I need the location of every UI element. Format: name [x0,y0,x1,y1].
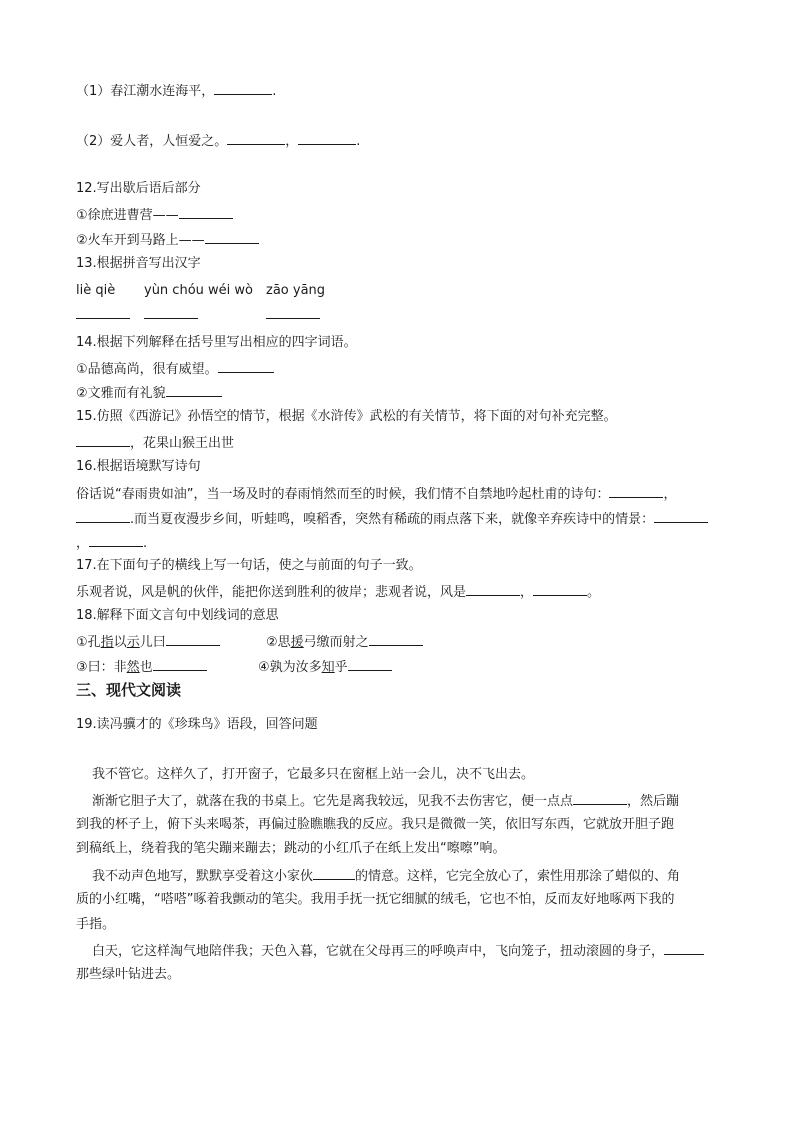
punct: ， [76,536,90,551]
q18-row1 [76,633,496,649]
pinyin: zāo yāng [266,283,326,298]
answer-blank[interactable] [144,306,198,319]
q13-pinyin-row [76,283,376,299]
punct: . [356,134,361,149]
answer-blank[interactable] [313,867,355,880]
answer-blank[interactable] [179,206,233,219]
q15-line [76,434,234,452]
passage-text: 的情意。这样，它完全放心了，索性用那涂了蜡似的、角 [355,869,681,884]
answer-blank[interactable] [153,658,207,671]
q18-text: 乎 [334,660,348,675]
section-heading: 三、现代文阅读 [76,681,182,699]
underlined-word: 指 [100,635,114,650]
q18-title: 18.解释下面文言句中划线词的意思 [76,608,279,623]
q12-text: ①徐庶进曹营—— [76,208,179,223]
q11-text: （1）春江潮水连海平， [76,84,215,99]
q18-item-c [76,658,207,676]
passage-p4-line2: 那些绿叶钻进去。 [76,967,181,982]
punct: . [272,84,277,99]
answer-blank[interactable] [166,633,220,646]
answer-blank[interactable] [298,132,356,145]
punct: ， [520,585,534,600]
punct: ， [663,487,677,502]
pinyin: yùn chóu wéi wò [144,283,253,298]
q18-item-b [266,633,423,651]
answer-blank[interactable] [369,633,423,646]
q17-text: 乐观者说，风是帆的伙伴，能把你送到胜利的彼岸；悲观者说，风是 [76,585,467,600]
passage-p3-line2: 质的小红嘴，“嗒嗒”啄着我颤动的笔尖。我用手抚一抚它细腻的绒毛，它也不怕，反而友好地啄两下我的 [76,892,675,907]
passage-text: ，然后蹦 [627,794,680,809]
q14-item-a [76,360,274,378]
q12-item-b [76,231,259,249]
q12-title: 12.写出歇后语后部分 [76,181,201,196]
punct: 。 [587,585,601,600]
passage-p3-line3: 手指。 [76,917,116,932]
q18-text: ②思 [266,635,291,650]
underlined-word: 示 [126,635,140,650]
q17-line [76,583,600,601]
q14-text: ①品德高尚，很有威望。 [76,362,218,377]
q18-row2 [76,658,496,674]
answer-blank[interactable] [609,485,663,498]
q16-line2 [76,510,708,528]
answer-blank[interactable] [533,583,587,596]
passage-p3-line1 [92,867,680,885]
q11-line2 [76,132,360,150]
answer-blank[interactable] [76,510,130,523]
passage-p1: 我不管它。这样久了，打开窗子，它最多只在窗框上站一会儿，决不飞出去。 [92,767,535,782]
q14-title: 14.根据下列解释在括号里写出相应的四字词语。 [76,335,357,350]
q16-title: 16.根据语境默写诗句 [76,459,201,474]
pinyin: liè qiè [76,283,116,298]
q11-text: （2）爱人者，人恒爱之。 [76,134,228,149]
passage-text: 白天，它这样淘气地陪伴我；天色入暮，它就在父母再三的呼唤声中，飞向笼子，扭动滚圆的身子， [92,944,665,959]
q11-line1 [76,82,276,100]
q16-text: .而当夏夜漫步乡间，听蛙鸣，嗅稻香，突然有稀疏的雨点落下来，就像辛弃疾诗中的情景： [130,512,655,527]
answer-blank[interactable] [76,434,130,447]
q12-item-a [76,206,233,224]
answer-blank[interactable] [266,306,320,319]
answer-blank[interactable] [573,792,627,805]
passage-text: 渐渐它胆子大了，就落在我的书桌上。它先是离我较远，见我不去伤害它，便一点点 [92,794,574,809]
q18-text: ③曰：非 [76,660,127,675]
passage-p2-line2: 到我的杯子上，俯下头来喝茶，再偏过脸瞧瞧我的反应。我只是微微一笑，依旧写东西，它就放开胆子跑 [76,817,675,832]
underlined-word: 然 [126,660,140,675]
q12-text: ②火车开到马路上—— [76,233,205,248]
answer-blank[interactable] [166,384,222,397]
answer-blank[interactable] [205,231,259,244]
q16-line3 [76,534,147,552]
passage-text: 我不动声色地写，默默享受着这小家伙 [92,869,314,884]
answer-blank[interactable] [89,534,143,547]
passage-p2-line3: 到稿纸上，绕着我的笔尖蹦来蹦去；跳动的小红爪子在纸上发出“嚓嚓”响。 [76,841,506,856]
q15-title: 15.仿照《西游记》孙悟空的情节，根据《水浒传》武松的有关情节，将下面的对句补充完整。 [76,409,617,424]
underlined-word: 援 [290,635,304,650]
q17-title: 17.在下面句子的横线上写一句话，使之与前面的句子一致。 [76,558,422,573]
passage-p2-line1 [92,792,679,810]
punct: . [143,536,148,551]
q15-text: ，花果山猴王出世 [130,436,235,451]
q16-line1 [76,485,677,503]
q18-text: 弓缴而射之 [303,635,369,650]
q18-text: ④孰为汝多 [258,660,322,675]
q18-text: ①孔 [76,635,101,650]
q18-item-a [76,633,220,651]
underlined-word: 知 [321,660,335,675]
q13-title: 13.根据拼音写出汉字 [76,256,201,271]
q13-blank-row [76,306,376,322]
answer-blank[interactable] [348,658,392,671]
answer-blank[interactable] [76,306,130,319]
answer-blank[interactable] [664,942,704,955]
q14-item-b [76,384,222,402]
q16-text: 俗话说“春雨贵如油”，当一场及时的春雨悄然而至的时候，我们情不自禁地吟起杜甫的诗句： [76,487,610,502]
answer-blank[interactable] [218,360,274,373]
q14-text: ②文雅而有礼貌 [76,386,166,401]
answer-blank[interactable] [466,583,520,596]
q19-title: 19.读冯骥才的《珍珠鸟》语段，回答问题 [76,717,318,732]
q18-text: 也 [139,660,153,675]
q18-item-d [258,658,392,676]
q18-text: 儿曰 [139,635,166,650]
answer-blank[interactable] [227,132,285,145]
answer-blank[interactable] [654,510,708,523]
answer-blank[interactable] [214,82,272,95]
q18-text: 以 [113,635,127,650]
punct: ， [285,134,299,149]
passage-p4-line1 [92,942,704,960]
